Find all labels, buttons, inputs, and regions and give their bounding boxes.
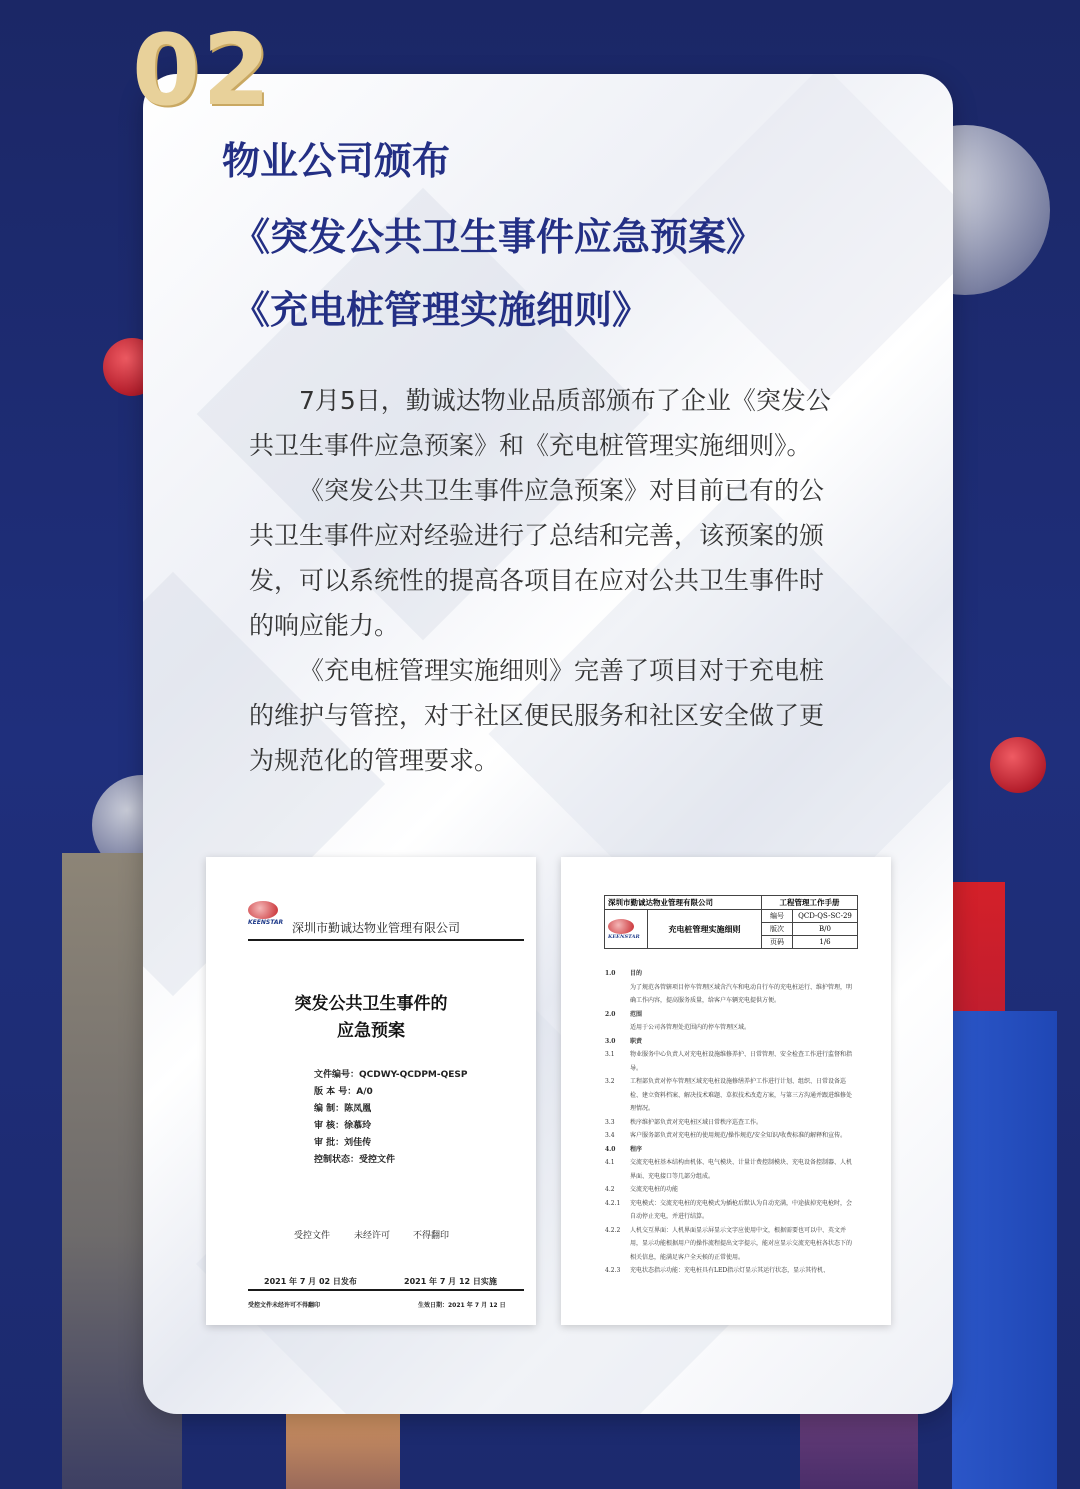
stamp-no-permission: 未经许可 xyxy=(354,1231,391,1241)
doc-section-row xyxy=(605,981,855,1008)
header-doc-title: 充电桩管理实施细则 xyxy=(648,910,762,949)
stamp-no-copy: 不得翻印 xyxy=(413,1231,450,1241)
section-number xyxy=(605,1021,630,1035)
doc-section-row xyxy=(605,1224,855,1265)
section-text: 充电模式：交流充电桩的充电模式为插枪后默认为自动充满，中途拔掉充电枪时，会自动停止充电，并进行结算。 xyxy=(630,1199,853,1220)
section-text: 适用于公司各管理处范围内的停车管理区域。 xyxy=(630,1024,751,1031)
company-logo xyxy=(248,901,283,926)
paragraph: 《突发公共卫生事件应急预案》对目前已有的公共卫生事件应对经验进行了总结和完善，该预案的颁发，可以系统性的提高各项目在应对公共卫生事件时的响应能力。 xyxy=(249,476,825,640)
section-number: 3.4 xyxy=(605,1132,615,1139)
section-number: 2.0 xyxy=(605,1010,616,1018)
section-text: 秩序维护部负责对充电桩区域日常秩序巡查工作。 xyxy=(630,1118,763,1126)
title-line-3: 《充电桩管理实施细则》 xyxy=(232,288,651,332)
doc-section-row xyxy=(605,1143,855,1157)
paragraph: 《充电桩管理实施细则》完善了项目对于充电桩的维护与管控，对于社区便民服务和社区安全做了更为规范化的管理要求。 xyxy=(249,656,825,775)
logo-wordmark: KEENSTAR xyxy=(608,933,640,940)
doc-section-row xyxy=(605,967,855,981)
meta-value: 1/6 xyxy=(793,936,858,949)
meta-label: 页码 xyxy=(762,936,793,949)
field-value: A/0 xyxy=(356,1087,373,1097)
doc-fields xyxy=(314,1067,468,1169)
title-line-2: 《突发公共卫生事件应急预案》 xyxy=(232,215,765,259)
header-rule xyxy=(248,939,524,941)
field-label: 文件编号： xyxy=(314,1070,360,1080)
logo-wordmark: KEENSTAR xyxy=(248,919,284,926)
document-image-emergency-plan xyxy=(206,857,536,1325)
doc-section-row xyxy=(605,1129,855,1143)
section-text: 范围 xyxy=(630,1010,643,1018)
section-text: 充电状态指示功能：充电桩具有LED指示灯显示其运行状态，显示其待机、 xyxy=(630,1267,830,1274)
section-number: 4.2.3 xyxy=(605,1267,621,1274)
paragraph: 7月5日，勤诚达物业品质部颁布了企业《突发公共卫生事件应急预案》和《充电桩管理实施细则》。 xyxy=(249,386,831,460)
section-text: 交流充电桩的功能 xyxy=(630,1186,679,1193)
meta-value: B/0 xyxy=(793,923,858,936)
effective-date: 生效日期：2021 年 7 月 12 日 xyxy=(418,1302,506,1309)
field-value: QCDWY-QCDPM-QESP xyxy=(359,1070,468,1080)
publish-date: 2021 年 7 月 02 日发布 xyxy=(264,1277,357,1286)
header-logo-cell xyxy=(605,910,648,949)
doc-section-row xyxy=(605,1197,855,1224)
doc-section-row xyxy=(605,1075,855,1116)
section-number: 4.2.2 xyxy=(605,1226,621,1234)
section-number: 4.1 xyxy=(605,1159,615,1166)
doc-section-row xyxy=(605,1264,855,1278)
section-text: 职责 xyxy=(630,1037,643,1045)
meta-value: QCD-QS-SC-29 xyxy=(793,910,858,923)
doc-field xyxy=(314,1118,468,1135)
implement-date: 2021 年 7 月 12 日实施 xyxy=(404,1277,497,1286)
doc-section-row xyxy=(605,1156,855,1183)
section-number: 3.1 xyxy=(605,1051,615,1058)
title-line-1: 物业公司颁布 xyxy=(222,139,451,183)
section-text: 交流充电桩基本结构由机体、电气模块、计量计费控制模块、充电设备控制器、人机界面、充电接口等几部分组成。 xyxy=(630,1159,853,1180)
company-name: 深圳市勤诚达物业管理有限公司 xyxy=(292,921,461,935)
section-text: 目的 xyxy=(630,970,643,977)
field-value: 陈凤凰 xyxy=(344,1104,372,1114)
document-image-charging-rules xyxy=(561,857,891,1325)
section-number: 3.2 xyxy=(605,1078,615,1085)
doc-section-row xyxy=(605,1116,855,1130)
field-label: 审 核： xyxy=(314,1121,345,1131)
doc-field xyxy=(314,1101,468,1118)
doc-field xyxy=(314,1067,468,1084)
doc-section-row xyxy=(605,1183,855,1197)
footer-rule xyxy=(248,1289,524,1291)
doc-section-row xyxy=(605,1021,855,1035)
header-company: 深圳市勤诚达物业管理有限公司 xyxy=(605,896,762,910)
section-number: 1.0 xyxy=(605,970,616,977)
bg-sphere-red-right xyxy=(990,737,1046,793)
field-label: 控制状态： xyxy=(314,1155,360,1165)
body-text xyxy=(249,378,839,783)
field-label: 审 批： xyxy=(314,1138,345,1148)
section-number xyxy=(605,981,630,1008)
section-number: 4.2 xyxy=(605,1186,615,1193)
company-logo xyxy=(608,919,644,940)
logo-emblem xyxy=(608,919,634,934)
stamp-controlled: 受控文件 xyxy=(294,1231,331,1241)
section-number: 02 xyxy=(132,14,273,128)
field-value: 徐慕玲 xyxy=(344,1121,372,1131)
logo-emblem xyxy=(248,901,278,919)
section-text: 工程部负责对停车管理区域充电桩设施修缮养护工作进行计划、组织、日常设备巡检、建立资料档案、解决技术难题、草拟技术改造方案，与第三方沟通并跟进维修处理情况。 xyxy=(630,1078,853,1112)
doc-field xyxy=(314,1135,468,1152)
doc-section-row xyxy=(605,1048,855,1075)
field-label: 编 制： xyxy=(314,1104,345,1114)
doc-title-line-1: 突发公共卫生事件的 xyxy=(294,994,448,1014)
section-number: 4.0 xyxy=(605,1145,616,1153)
bg-bar-blue xyxy=(952,1011,1057,1489)
doc-field xyxy=(314,1152,468,1169)
section-text: 程序 xyxy=(630,1145,643,1153)
field-value: 刘佳传 xyxy=(344,1138,372,1148)
section-number: 4.2.1 xyxy=(605,1199,621,1207)
doc-section-row xyxy=(605,1035,855,1049)
field-label: 版 本 号： xyxy=(314,1087,357,1097)
meta-label: 版次 xyxy=(762,923,793,936)
doc-title-line-2: 应急预案 xyxy=(337,1021,405,1041)
section-text: 人机交互界面：人机界面显示屏显示文字应使用中文，根据需要也可以中、英文并用，显示功能根据用户的操作流程提出文字提示，能对应显示交流充电桩各状态下的相关信息，能满足客户全天候的正常使用。 xyxy=(630,1226,853,1261)
header-manual: 工程管理工作手册 xyxy=(762,896,858,910)
field-value: 受控文件 xyxy=(359,1155,396,1165)
doc-sections xyxy=(605,967,855,1278)
section-number: 3.0 xyxy=(605,1037,616,1045)
doc-section-row xyxy=(605,1008,855,1022)
section-text: 客户服务部负责对充电桩的使用规范/操作规范/安全知识/收费标准的解释和宣传。 xyxy=(630,1132,847,1139)
doc-field xyxy=(314,1084,468,1101)
section-text: 物业服务中心负责人对充电桩设施维修养护、日常管理、安全检查工作进行监督和指导。 xyxy=(630,1051,853,1072)
section-text: 为了规范各管辖项目停车管理区域含汽车和电动自行车的充电桩运行、维护管理，明确工作内容，提高服务质量，给客户车辆充电提供方便。 xyxy=(630,983,853,1004)
footer-note: 受控文件未经许可不得翻印 xyxy=(248,1302,321,1309)
doc-header-table xyxy=(604,895,858,949)
section-number: 3.3 xyxy=(605,1118,615,1126)
meta-label: 编号 xyxy=(762,910,793,923)
